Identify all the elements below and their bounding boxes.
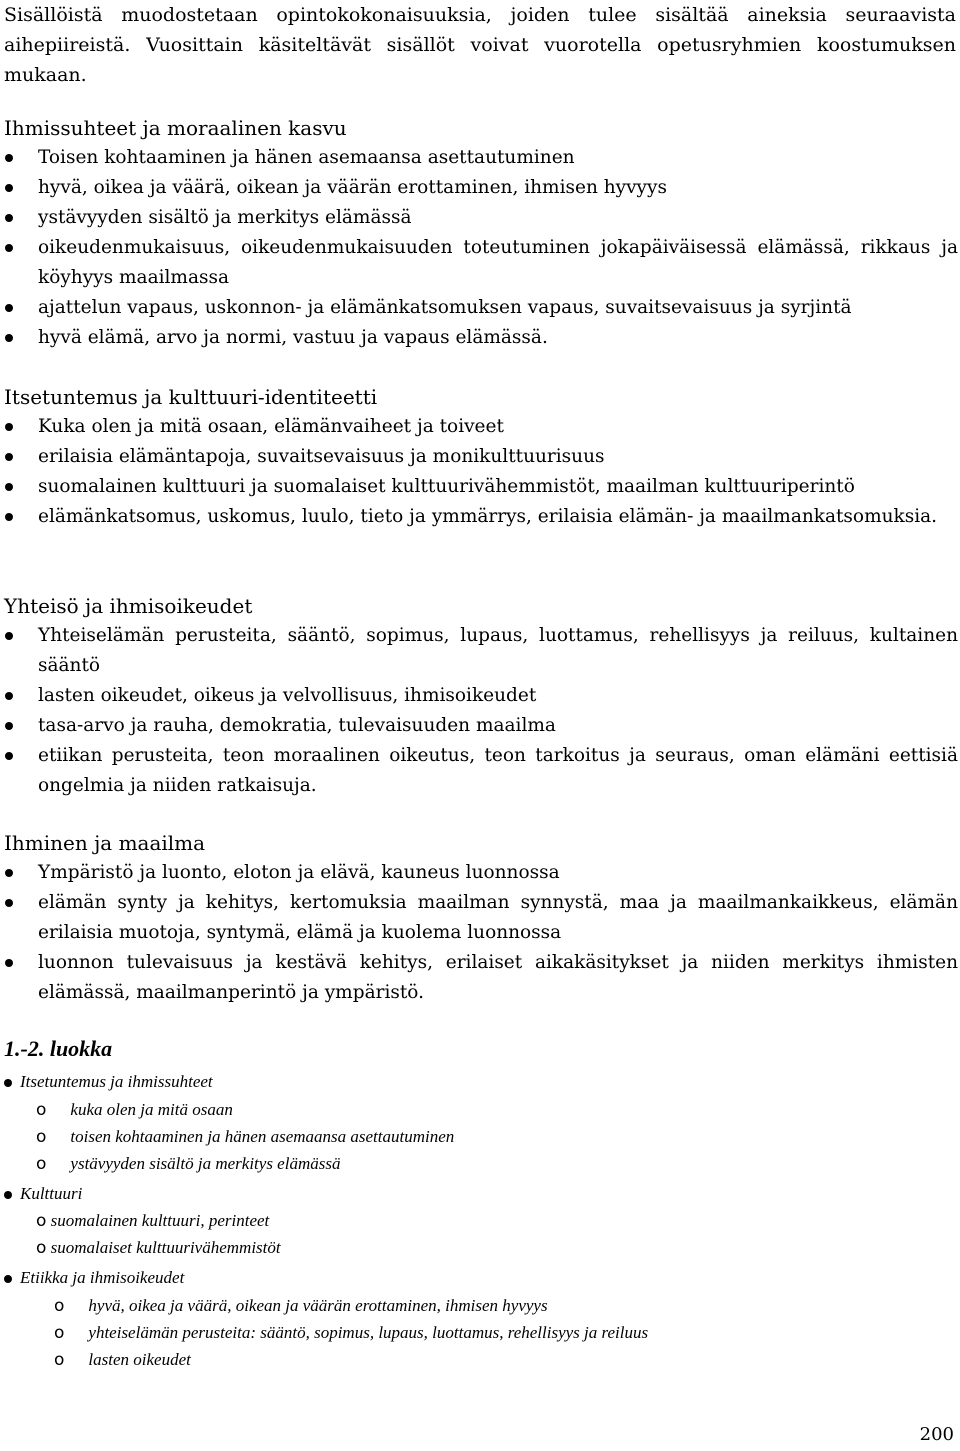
grade-sub-item: o ystävyyden sisältö ja merkitys elämässä — [36, 1154, 341, 1174]
grade-group — [4, 1183, 82, 1205]
section-itsetuntemus — [4, 382, 958, 532]
list-item: hyvä elämä, arvo ja normi, vastuu ja vapaus elämässä. — [4, 323, 958, 353]
bullet-list — [4, 412, 958, 532]
grade-sub-item: o lasten oikeudet — [54, 1350, 191, 1370]
grade-group-label: Etiikka ja ihmisoikeudet — [20, 1268, 185, 1287]
section-heading: Ihmissuhteet ja moraalinen kasvu — [4, 116, 347, 140]
bullet-list — [4, 143, 958, 353]
grade-sub-item: o suomalaiset kulttuurivähemmistöt — [36, 1238, 281, 1258]
grade-sub-item: o kuka olen ja mitä osaan — [36, 1100, 233, 1120]
page-number: 200 — [919, 1424, 954, 1445]
list-item: tasa-arvo ja rauha, demokratia, tulevaisuuden maailma — [4, 711, 958, 741]
grade-title: 1.-2. luokka — [4, 1036, 113, 1061]
bullet-dot — [4, 1275, 12, 1283]
intro-paragraph: Sisällöistä muodostetaan opintokokonaisuuksia, joiden tulee sisältää aineksia seuraavista aihepiireistä. Vuosittain käsiteltävät sisällöt voivat vuorotella opetusryhmien koostumuksen mukaan. — [4, 4, 956, 86]
list-item: hyvä, oikea ja väärä, oikean ja väärän erottaminen, ihmisen hyvyys — [4, 173, 958, 203]
grade-sub-item: o toisen kohtaaminen ja hänen asemaansa asettautuminen — [36, 1127, 455, 1147]
list-item: ajattelun vapaus, uskonnon- ja elämänkatsomuksen vapaus, suvaitsevaisuus ja syrjintä — [4, 293, 958, 323]
list-item: Yhteiselämän perusteita, sääntö, sopimus, lupaus, luottamus, rehellisyys ja reiluus, kultainen sääntö — [4, 621, 958, 681]
list-item: etiikan perusteita, teon moraalinen oikeutus, teon tarkoitus ja seuraus, oman elämäni eettisiä ongelmia ja niiden ratkaisuja. — [4, 741, 958, 801]
grade-sub-item: o yhteiselämän perusteita: sääntö, sopimus, lupaus, luottamus, rehellisyys ja reiluus — [54, 1323, 649, 1343]
grade-group-label: Kulttuuri — [20, 1184, 83, 1203]
section-heading: Itsetuntemus ja kulttuuri-identiteetti — [4, 385, 378, 409]
bullet-dot — [4, 1079, 12, 1087]
section-heading: Ihminen ja maailma — [4, 831, 206, 855]
list-item: elämän synty ja kehitys, kertomuksia maailman synnystä, maa ja maailmankaikkeus, elämän erilaisia muotoja, syntymä, elämä ja kuolema luonnossa — [4, 888, 958, 948]
section-heading: Yhteisö ja ihmisoikeudet — [4, 594, 253, 618]
grade-sub-item: o suomalainen kulttuuri, perinteet — [36, 1211, 270, 1231]
list-item: Ympäristö ja luonto, eloton ja elävä, kauneus luonnossa — [4, 858, 958, 888]
grade-sub-item: o hyvä, oikea ja väärä, oikean ja väärän erottaminen, ihmisen hyvyys — [54, 1296, 548, 1316]
list-item: suomalainen kulttuuri ja suomalaiset kulttuurivähemmistöt, maailman kulttuuriperintö — [4, 472, 958, 502]
section-yhteiso — [4, 591, 958, 801]
list-item: ystävyyden sisältö ja merkitys elämässä — [4, 203, 958, 233]
list-item: lasten oikeudet, oikeus ja velvollisuus, ihmisoikeudet — [4, 681, 958, 711]
section-ihmissuhteet — [4, 113, 958, 353]
grade-group — [4, 1267, 184, 1289]
list-item: erilaisia elämäntapoja, suvaitsevaisuus ja monikulttuurisuus — [4, 442, 958, 472]
bullet-list — [4, 621, 958, 801]
list-item: elämänkatsomus, uskomus, luulo, tieto ja ymmärrys, erilaisia elämän- ja maailmankatsomuksia. — [4, 502, 958, 532]
section-ihminen-ja-maailma — [4, 828, 958, 1008]
list-item: luonnon tulevaisuus ja kestävä kehitys, erilaiset aikakäsitykset ja niiden merkitys ihmisten elämässä, maailmanperintö ja ympäristö. — [4, 948, 958, 1008]
bullet-list — [4, 858, 958, 1008]
grade-group — [4, 1071, 213, 1093]
list-item: oikeudenmukaisuus, oikeudenmukaisuuden toteutuminen jokapäiväisessä elämässä, rikkaus ja köyhyys maailmassa — [4, 233, 958, 293]
bullet-dot — [4, 1191, 12, 1199]
grade-group-label: Itsetuntemus ja ihmissuhteet — [20, 1072, 213, 1091]
list-item: Kuka olen ja mitä osaan, elämänvaiheet ja toiveet — [4, 412, 958, 442]
list-item: Toisen kohtaaminen ja hänen asemaansa asettautuminen — [4, 143, 958, 173]
